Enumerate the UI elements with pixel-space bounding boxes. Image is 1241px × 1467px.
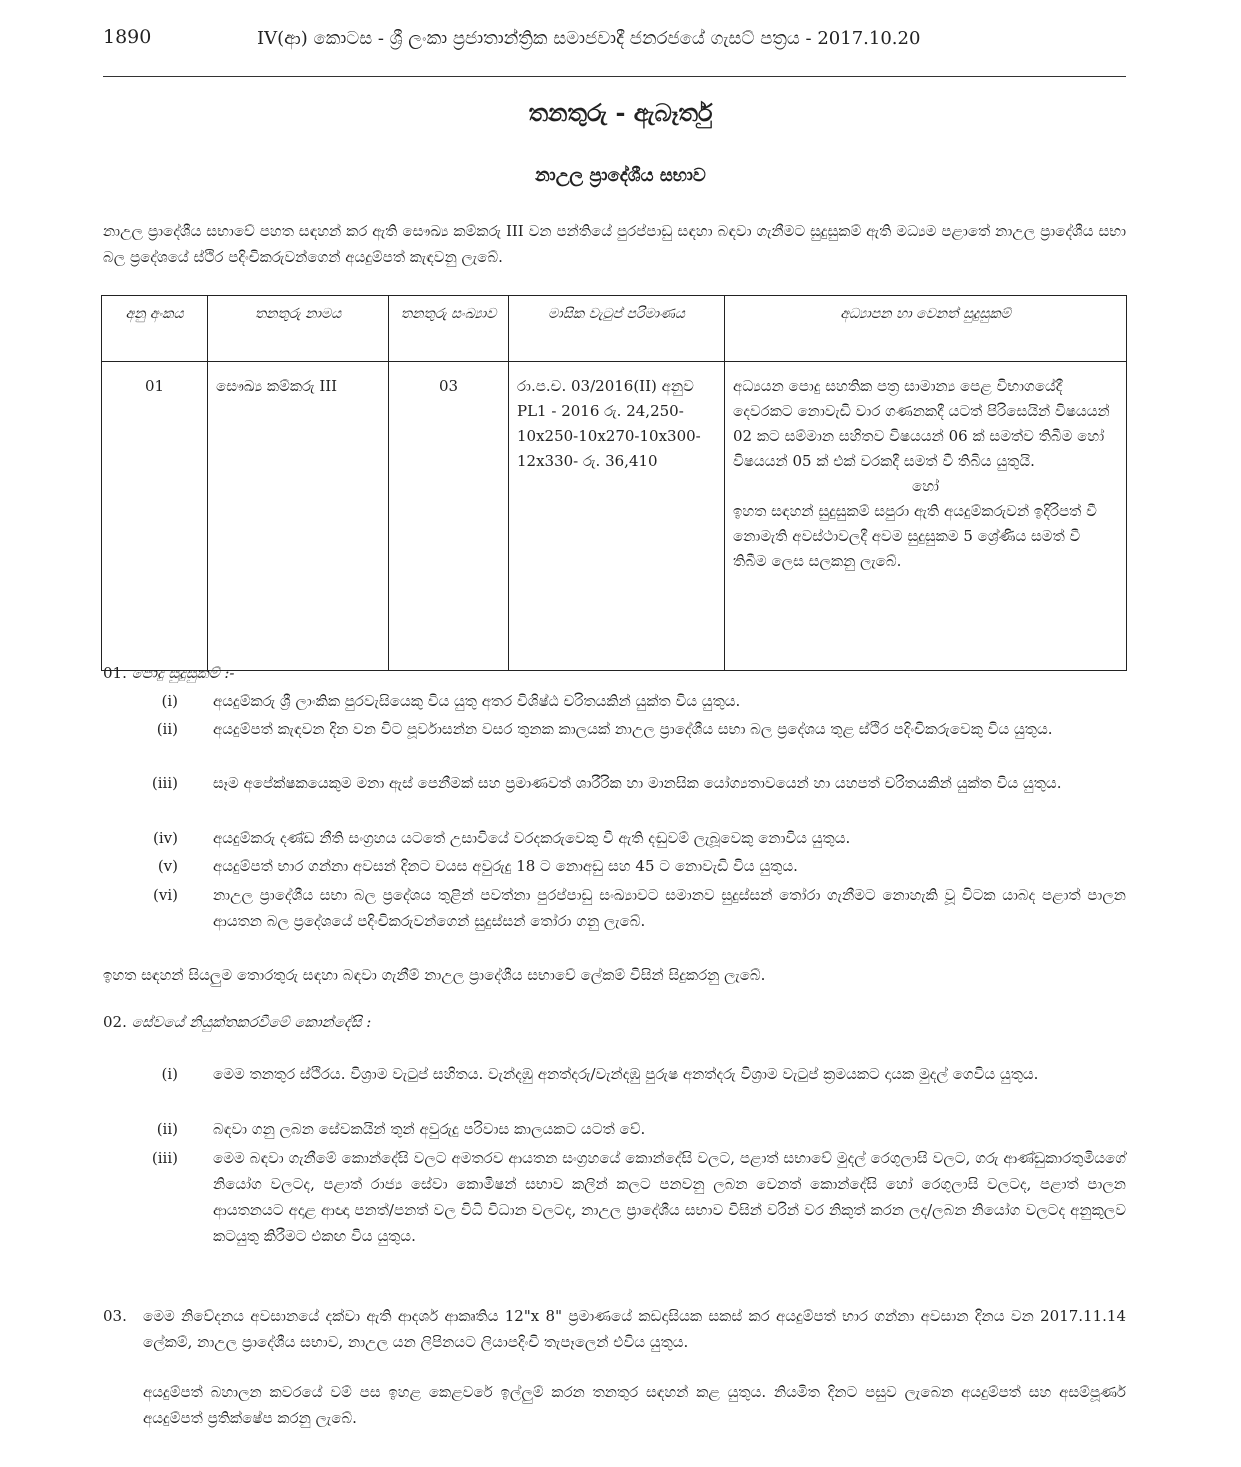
- section-3-note: අයදුම්පත් බහාලන කවරයේ වම් පස ඉහළ කෙළවරේ ඉල්ලුම් කරන තනතුර සඳහන් කළ යුතුය. නියමිත දිනට පසුව ලැබෙන අයදුම්පත් සහ අසම්පූර්ණ අයදුම්පත් ප්‍රතික්ෂේප කරනු ලැබේ.: [143, 1383, 1126, 1427]
- qualification-or: හෝ: [912, 477, 939, 495]
- item-text: නාඋල ප්‍රාදේශීය සභා බල ප්‍රදේශය තුළින් පවත්නා පුරප්පාඩු සංඛ්‍යාවට සමානව සුදුස්සන් තෝරා ගැනීමට නොහැකි වූ විටක යාබද පළාත් පාලන ආයතන බල ප්‍රදේශයේ පදිංචිකරුවන්ගෙන් සුදුස්සන් තෝරා ගනු ලැබේ.: [213, 886, 1126, 930]
- item-number: (i): [161, 1065, 178, 1083]
- running-header: IV(ආ) කොටස - ශ්‍රී ලංකා ප්‍රජාතාන්ත්‍රික සමාජවාදී ජනරජයේ ගැසට් පත්‍රය - 2017.10.20: [257, 28, 921, 49]
- section-2-heading: [103, 1013, 371, 1031]
- item-text: බඳවා ගනු ලබන සේවකයින් තුන් අවුරුදු පරිවාස කාලයකට යටත් වේ.: [213, 1120, 646, 1138]
- cell-salary: රා.ප.ච. 03/2016(II) අනුව PL1 - 2016 රු. 24,250- 10x250-10x270-10x300- 12x330- රු. 36,410: [509, 362, 725, 671]
- item-number: (vi): [153, 886, 178, 904]
- qualification-alternate: ඉහත සඳහන් සුදුසුකම් සපුරා ඇති අයදුම්කරුවන් ඉදිරිපත් වී නොමැති අවස්ථාවලදී අවම සුදුසුකම 5 ශ්‍රේණිය සමත් වී තිබීම ලෙස සලකනු ලැබේ.: [733, 502, 1097, 570]
- item-text: අයදුම්පත් කැඳවන දින වන විට පූර්වාසන්න වසර තුනක කාලයක් නාඋල ප්‍රාදේශීය සභා බල ප්‍රදේශය තුළ ස්ථිර පදිංචිකරුවෙකු විය යුතුය.: [213, 720, 1053, 738]
- cell-post-name: සෞඛ්‍ය කම්කරු III: [208, 362, 389, 671]
- section-1-heading: [103, 664, 234, 682]
- item-number: (ii): [156, 720, 178, 738]
- item-text: සෑම අපේක්ෂකයෙකුම මනා ඇස් පෙනීමක් සහ ප්‍රමාණවත් ශාරීරික හා මානසික යෝග්‍යතාවයෙන් හා යහපත් චරිතයකින් යුක්ත විය යුතුය.: [213, 774, 1062, 792]
- page-number: 1890: [103, 26, 152, 48]
- page-subtitle: නාඋල ප්‍රාදේශීය සභාව: [535, 165, 706, 186]
- col-post-count: තනතුරු සංඛ්‍යාව: [389, 296, 509, 362]
- vacancy-table: [101, 295, 1127, 671]
- item-number: (iii): [151, 1149, 178, 1167]
- col-serial: අනු අංකය: [102, 296, 208, 362]
- table-header-row: [102, 296, 1127, 362]
- header-divider: [103, 76, 1126, 77]
- col-salary: මාසික වැටුප් පරිමාණය: [509, 296, 725, 362]
- item-text: අයදුම්පත් භාර ගන්නා අවසන් දිනට වයස අවුරුදු 18 ට නොඅඩු සහ 45 ට නොවැඩි විය යුතුය.: [213, 857, 798, 875]
- item-text: අයදුම්කරු දණ්ඩ නීති සංග්‍රහය යටතේ උසාවියේ වරදකරුවෙකු වී ඇති දඬුවම් ලැබූවෙකු නොවිය යුතුය.: [213, 829, 851, 847]
- section-1-note: ඉහත සඳහන් සියලුම තොරතුරු සඳහා බඳවා ගැනීම් නාඋල ප්‍රාදේශීය සභාවේ ලේකම් විසින් සිදුකරනු ලැබේ.: [103, 966, 766, 984]
- cell-post-count: 03: [389, 362, 509, 671]
- item-number: (v): [157, 857, 178, 875]
- item-number: (ii): [156, 1120, 178, 1138]
- intro-paragraph: නාඋල ප්‍රාදේශීය සභාවේ පහත සඳහන් කර ඇති සෞඛ්‍ය කම්කරු III වන පන්තියේ පුරප්පාඩු සඳහා බඳවා ගැනීමට සුදුසුකම් ඇති මධ්‍යම පළාතේ නාඋල ප්‍රාදේශීය සභා බල ප්‍රදේශයේ ස්ථිර පදිංචිකරුවන්ගෙන් අයදුම්පත් කැඳවනු ලැබේ.: [103, 222, 1126, 266]
- section-3-number: 03.: [103, 1307, 127, 1325]
- table-row: [102, 362, 1127, 671]
- cell-serial: 01: [102, 362, 208, 671]
- cell-qualifications: [725, 362, 1127, 671]
- qualification-main: අධ්‍යයන පොදු සහතික පත්‍ර සාමාන්‍ය පෙළ විභාගයේදී දෙවරකට නොවැඩි වාර ගණනකදී යටත් පිරිසෙයින් විෂයයන් 02 කට සම්මාන සහිතව විෂයයන් 06 ක් සමත්ව තිබීම හෝ විෂයයන් 05 ක් එක් වරකදී සමත් වී තිබිය යුතුයි.: [733, 377, 1110, 470]
- item-text: මෙම තනතුර ස්ථිරය. විශ්‍රාම වැටුප් සහිතය. වැන්දඹු අනත්දරු/වැන්දඹු පුරුෂ අනත්දරු විශ්‍රාම වැටුප් ක්‍රමයකට දායක මුදල් ගෙවිය යුතුය.: [213, 1065, 1039, 1083]
- item-number: (iv): [153, 829, 178, 847]
- col-qualifications: අධ්‍යාපන හා වෙනත් සුදුසුකම්: [725, 296, 1127, 362]
- section-2-number: 02.: [103, 1013, 127, 1031]
- page-title: තනතුරු - ඇබෑර්තු: [528, 98, 713, 127]
- item-number: (i): [161, 692, 178, 710]
- section-1-title: පොදු සුදුසුකම් :-: [131, 664, 235, 682]
- section-1-number: 01.: [103, 664, 127, 682]
- section-2-title: සේවයේ නියුක්තකරවීමේ කොන්දේසි :: [131, 1013, 372, 1031]
- col-post-name: තනතුරු නාමය: [208, 296, 389, 362]
- item-text: අයදුම්කරු ශ්‍රී ලාංකික පුරවැසියෙකු විය යුතු අතර විශිෂ්ඨ චරිතයකින් යුක්ත විය යුතුය.: [213, 692, 741, 710]
- item-number: (iii): [151, 774, 178, 792]
- item-text: මෙම බඳවා ගැනීමේ කොන්දේසි වලට අමතරව ආයතන සංග්‍රහයේ කොන්දේසි වලට, පළාත් සභාවේ මුදල් රෙගුලාසි වලට, ගරු ආණ්ඩුකාරතුමියගේ නියෝග වලටද, පළාත් රාජ්‍ය සේවා කොමිෂන් සභාව කලින් කලට පනවනු ලබන වෙනත් කොන්දේසි හෝ රෙගුලාසි වලටද, පළාත් පාලන ආයතනයට අදාළ ආඥා පනත්/පනත් වල විධි විධාන වලටද, නාඋල ප්‍රාදේශීය සභාව විසින් වරින් වර නිකුත් කරන ලද/ලබන නියෝග වලටද අනුකූලව කටයුතු කිරීමට එකඟ විය යුතුය.: [213, 1149, 1126, 1245]
- section-3-text: මෙම නිවේදනය අවසානයේ දක්වා ඇති ආදර්ශ ආකෘතිය 12"x 8" ප්‍රමාණයේ කඩදාසියක සකස් කර අයදුම්පත් භාර ගන්නා අවසාන දිනය වන 2017.11.14 ලේකම්, නාඋල ප්‍රාදේශීය සභාව, නාඋල යන ලිපිනයට ලියාපදිංචි තැපෑලෙන් එවිය යුතුය.: [143, 1307, 1126, 1351]
